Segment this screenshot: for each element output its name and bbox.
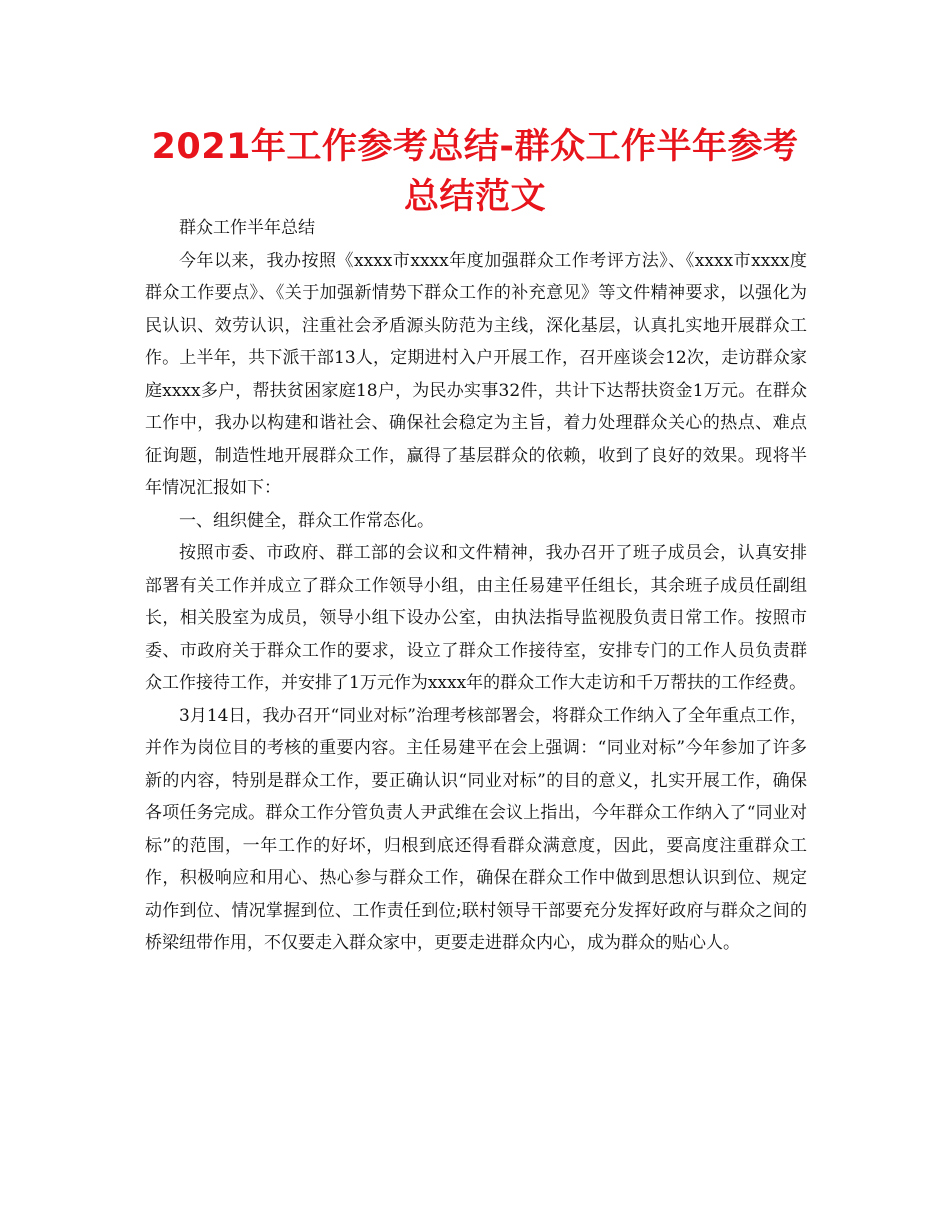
paragraph-organization: 按照市委、市政府、群工部的会议和文件精神，我办召开了班子成员会，认真安排部署有关工作并成立了群众工作领导小组，由主任易建平任组长，其余班子成员任副组长，相关股室为成员，领导小组下设办公室，由执法指导监视股负责日常工作。按照市委、市政府关于群众工作的要求，设立了群众工作接待室，安排专门的工作人员负责群众工作接待工作，并安排了1万元作为xxxx年的群众工作大走访和千万帮扶的工作经费。 xyxy=(145,543,807,693)
section-heading: 群众工作半年总结 xyxy=(179,218,315,238)
document-body xyxy=(145,212,807,960)
paragraph-intro: 今年以来，我办按照《xxxx市xxxx年度加强群众工作考评方法》、《xxxx市xxxx度群众工作要点》、《关于加强新情势下群众工作的补充意见》等文件精神要求，以强化为民认识、效劳认识，注重社会矛盾源头防范为主线，深化基层，认真扎实地开展群众工作。上半年，共下派干部13人，定期进村入户开展工作，召开座谈会12次，走访群众家庭xxxx多户，帮扶贫困家庭18户，为民办实事32件，共计下达帮扶资金1万元。在群众工作中，我办以构建和谐社会、确保社会稳定为主旨，着力处理群众关心的热点、难点征询题，制造性地开展群众工作，赢得了基层群众的依赖，收到了良好的效果。现将半年情况汇报如下： xyxy=(145,250,807,498)
document-title: 2021年工作参考总结-群众工作半年参考总结范文 xyxy=(151,127,799,217)
paragraph-meeting: 3月14日，我办召开“同业对标”治理考核部署会，将群众工作纳入了全年重点工作，并作为岗位目的考核的重要内容。主任易建平在会上强调：“同业对标”今年参加了许多新的内容，特别是群众工作，要正确认识“同业对标”的目的意义，扎实开展工作，确保各项任务完成。群众工作分管负责人尹武维在会议上指出，今年群众工作纳入了“同业对标”的范围，一年工作的好坏，归根到底还得看群众满意度，因此，要高度注重群众工作，积极响应和用心、热心参与群众工作，确保在群众工作中做到思想认识到位、规定动作到位、情况掌握到位、工作责任到位;联村领导干部要充分发挥好政府与群众之间的桥梁纽带作用，不仅要走入群众家中，更要走进群众内心，成为群众的贴心人。 xyxy=(145,705,807,953)
section-heading: 一、组织健全，群众工作常态化。 xyxy=(179,510,434,531)
